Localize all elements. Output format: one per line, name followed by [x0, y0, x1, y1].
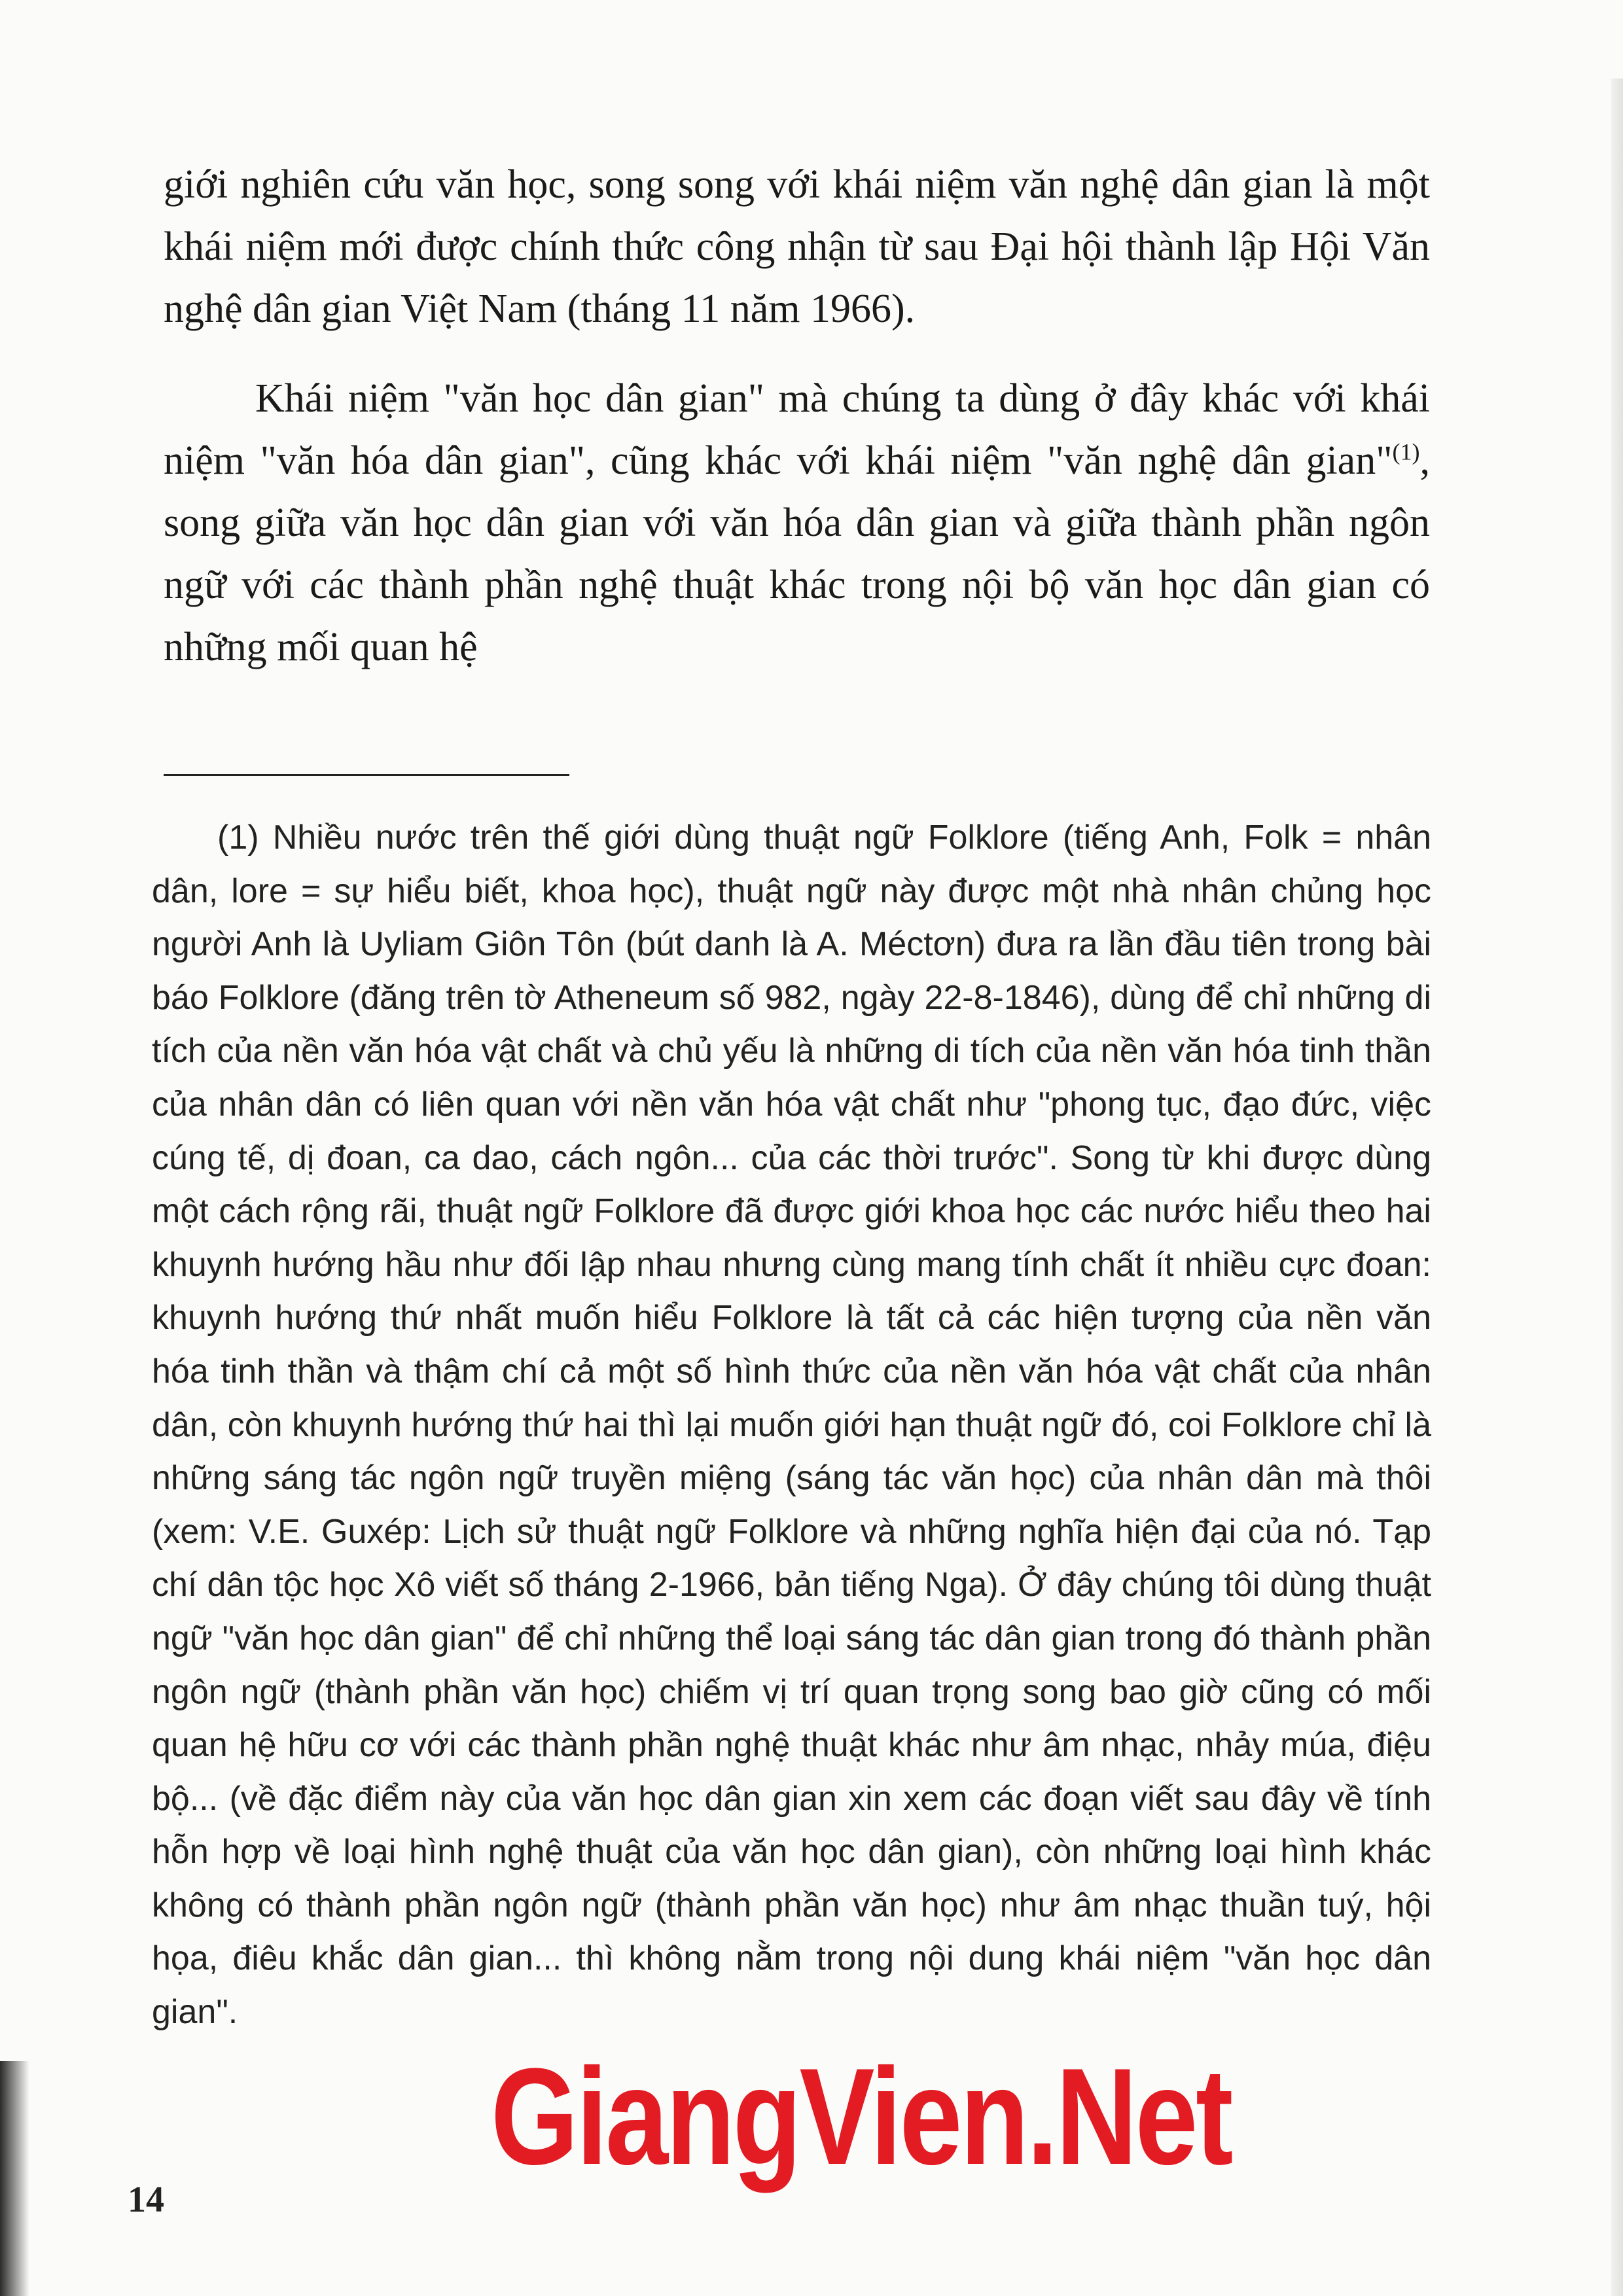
footnote-marker: (1): [1392, 438, 1420, 465]
footnote: [152, 811, 1431, 2040]
main-text: [164, 154, 1430, 679]
paragraph-2-end: , song giữa văn học dân gian với văn hóa dân gian và giữa thành phần ngôn ngữ với các thành phần nghệ thuật khác trong nội bộ văn học dân gian có những mối quan hệ: [164, 438, 1430, 669]
footnote-text: (1) Nhiều nước trên thế giới dùng thuật ngữ Folklore (tiếng Anh, Folk = nhân dân, lore = sự hiểu biết, khoa học), thuật ngữ này được một nhà nhân chủng học người Anh là Uyliam Giôn Tôn (bút danh là A. Méctơn) đưa ra lần đầu tiên trong bài báo Folklore (đăng trên tờ Atheneum số 982, ngày 22-8-1846), dùng để chỉ những di tích của nền văn hóa vật chất và chủ yếu là những di tích của nền văn hóa tinh thần của nhân dân có liên quan với nền văn hóa vật chất như "phong tục, đạo đức, việc cúng tế, dị đoan, ca dao, cách ngôn... của các thời trước". Song từ khi được dùng một cách rộng rãi, thuật ngữ Folklore đã được giới khoa học các nước hiểu theo hai khuynh hướng hầu như đối lập nhau nhưng cùng mang tính chất ít nhiều cực đoan: khuynh hướng thứ nhất muốn hiểu Folklore là tất cả các hiện tượng của nền văn hóa tinh thần và thậm chí cả một số hình thức của nền văn hóa vật chất của nhân dân, còn khuynh hướng thứ hai thì lại muốn giới hạn thuật ngữ đó, coi Folklore chỉ là những sáng tác ngôn ngữ truyền miệng (sáng tác văn học) của nhân dân mà thôi (xem: V.E. Guxép: Lịch sử thuật ngữ Folklore và những nghĩa hiện đại của nó. Tạp chí dân tộc học Xô viết số tháng 2-1966, bản tiếng Nga). Ở đây chúng tôi dùng thuật ngữ "văn học dân gian" để chỉ những thể loại sáng tác dân gian trong đó thành phần ngôn ngữ (thành phần văn học) chiếm vị trí quan trọng song bao giờ cũng có mối quan hệ hữu cơ với các thành phần nghệ thuật khác như âm nhạc, nhảy múa, điệu bộ... (về đặc điểm này của văn học dân gian xin xem các đoạn viết sau đây về tính hỗn hợp về loại hình nghệ thuật của văn học dân gian), còn những loại hình khác không có thành phần ngôn ngữ (thành phần văn học) như âm nhạc thuần tuý, hội họa, điêu khắc dân gian... thì không nằm trong nội dung khái niệm "văn học dân gian".: [152, 819, 1431, 2032]
paragraph-1: giới nghiên cứu văn học, song song với khái niệm văn nghệ dân gian là một khái niệm mới được chính thức công nhận từ sau Đại hội thành lập Hội Văn nghệ dân gian Việt Nam (tháng 11 năm 1966).: [164, 162, 1430, 331]
watermark-logo: GiangVien.Net: [491, 2040, 1232, 2193]
scan-shadow: [0, 2061, 29, 2296]
page-number: 14: [128, 2180, 164, 2220]
footnote-separator: [164, 774, 569, 776]
page-edge-shadow: [1611, 79, 1623, 2296]
paragraph-2: [164, 368, 1430, 679]
paragraph-2-start: Khái niệm "văn học dân gian" mà chúng ta dùng ở đây khác với khái niệm "văn hóa dân gian", cũng khác với khái niệm "văn nghệ dân gian": [164, 376, 1430, 483]
